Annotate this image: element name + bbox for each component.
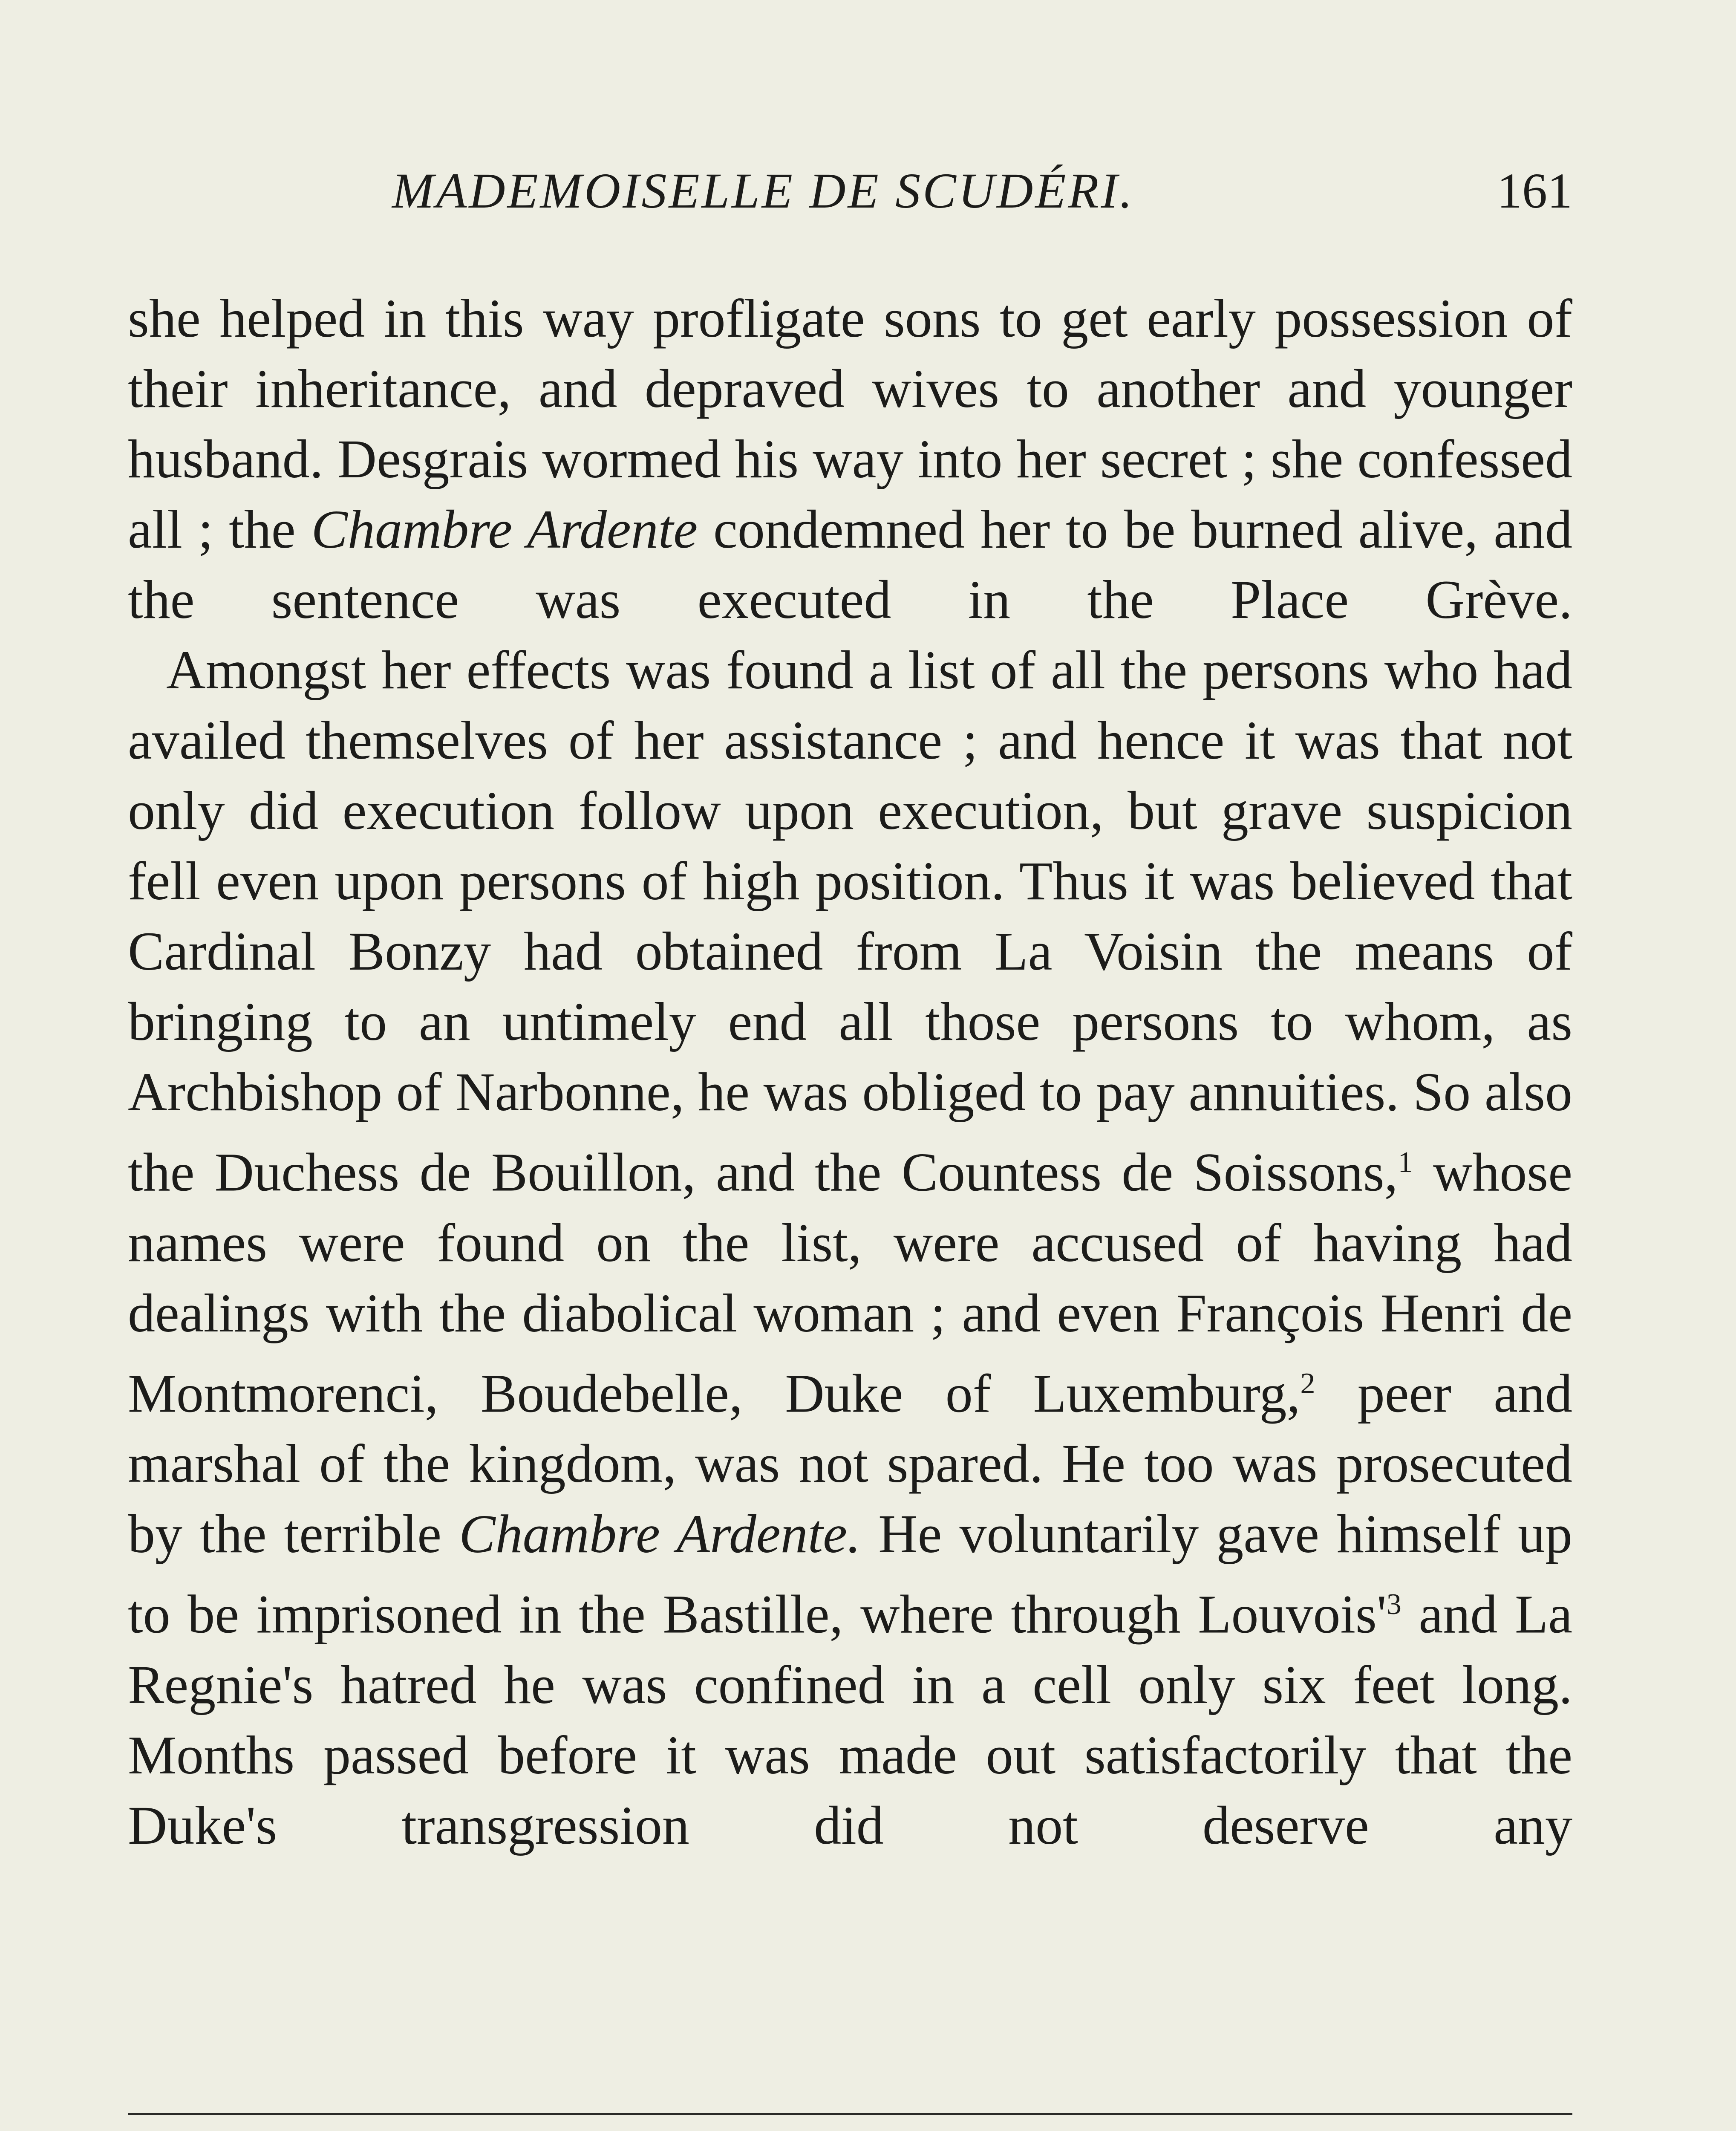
text-run: peer and marshal of the kingdom, was not spared. He too was prosecuted by the terrible [128, 1363, 1572, 1565]
footnote-ref: 2 [1300, 1367, 1315, 1400]
text-run: He voluntarily gave himself up to be imprisoned in the Bastille, where through Louvois' [128, 1504, 1573, 1645]
text-run: whose names were found on the list, were accused of having had dealings with the diabolical woman ; and even François Henri de Montmorenci, Boudebelle, Duke of Luxemburg, [128, 1142, 1573, 1424]
body-text [128, 283, 1572, 1861]
footnote-ref: 1 [1398, 1146, 1413, 1179]
paragraph [128, 635, 1572, 1861]
text-run: she helped in this way profligate sons to get early possession of their inheritance, and depraved wives to another and younger husband. Desgrais wormed his way into her secret ; she confessed all ; the [128, 288, 1572, 560]
page-number: 161 [1497, 163, 1572, 219]
text-run: and La Regnie's hatred he was confined in a cell only six feet long. Months passed before it was made out satisfactorily that the Duke's transgression did not deserve any [128, 1584, 1573, 1856]
running-title: MADEMOISELLE DE SCUDÉRI. [392, 163, 1135, 219]
text-run: Amongst her effects was found a list of all the persons who had availed themselves of her assistance ; and hence it was that not only did execution follow upon execution, but grave suspicion fell even upon persons of high position. Thus it was believed that Cardinal Bonzy had obtained from La Voisin the means of bringing to an untimely end all those persons to whom, as Archbishop of Narbonne, he was obliged to pay annuities. So also the Duchess de Bouillon, and the Countess de Soissons, [128, 640, 1572, 1203]
footnote-rule [128, 2113, 1572, 2115]
page-header [128, 162, 1572, 226]
footnote-ref: 3 [1386, 1588, 1401, 1621]
paragraph [128, 283, 1572, 635]
italic-phrase: Chambre Ardente [311, 499, 698, 560]
italic-phrase: Chambre Ardente. [459, 1504, 861, 1565]
text-run: condemned her to be burned alive, and the sentence was executed in the Place Grève. [128, 499, 1573, 630]
